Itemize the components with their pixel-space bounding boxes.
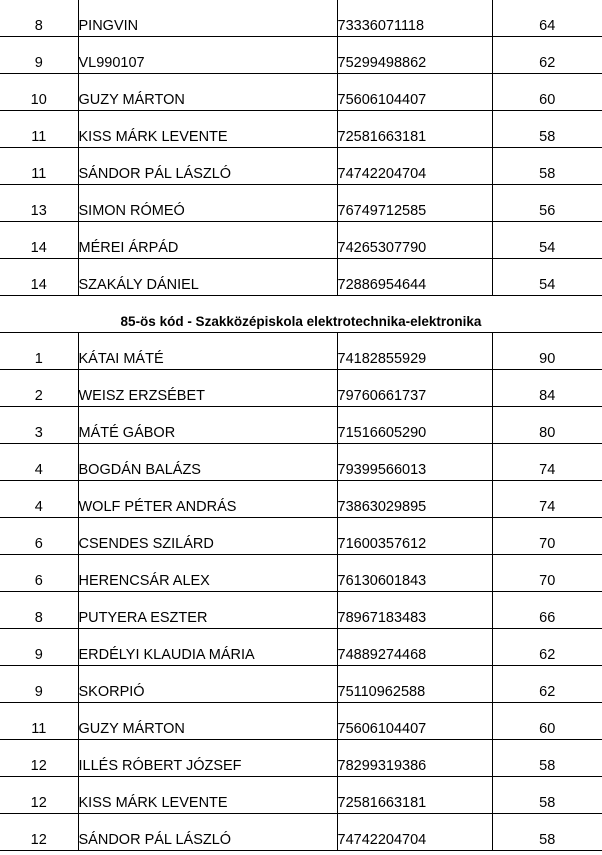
table-row bbox=[0, 333, 602, 370]
score-cell: 84 bbox=[492, 370, 602, 407]
rank-cell: 1 bbox=[0, 333, 78, 370]
code-cell: 74742204704 bbox=[337, 148, 492, 185]
rank-cell: 4 bbox=[0, 481, 78, 518]
table-row bbox=[0, 222, 602, 259]
score-cell: 62 bbox=[492, 666, 602, 703]
name-cell: ERDÉLYI KLAUDIA MÁRIA bbox=[78, 629, 337, 666]
name-cell: MÉREI ÁRPÁD bbox=[78, 222, 337, 259]
table-row bbox=[0, 37, 602, 74]
score-cell: 54 bbox=[492, 259, 602, 296]
name-cell: KISS MÁRK LEVENTE bbox=[78, 111, 337, 148]
name-cell: SKORPIÓ bbox=[78, 666, 337, 703]
score-cell: 64 bbox=[492, 0, 602, 37]
code-cell: 79399566013 bbox=[337, 444, 492, 481]
score-cell: 80 bbox=[492, 407, 602, 444]
score-cell: 70 bbox=[492, 518, 602, 555]
code-cell: 72886954644 bbox=[337, 259, 492, 296]
rank-cell: 13 bbox=[0, 185, 78, 222]
name-cell: MÁTÉ GÁBOR bbox=[78, 407, 337, 444]
score-cell: 54 bbox=[492, 222, 602, 259]
code-cell: 75606104407 bbox=[337, 703, 492, 740]
rank-cell: 11 bbox=[0, 111, 78, 148]
code-cell: 72581663181 bbox=[337, 777, 492, 814]
rank-cell: 8 bbox=[0, 0, 78, 37]
name-cell: KÁTAI MÁTÉ bbox=[78, 333, 337, 370]
rank-cell: 14 bbox=[0, 222, 78, 259]
section-title: 85-ös kód - Szakközépiskola elektrotechnika-elektronika bbox=[0, 296, 602, 333]
name-cell: WOLF PÉTER ANDRÁS bbox=[78, 481, 337, 518]
score-cell: 58 bbox=[492, 111, 602, 148]
table-row bbox=[0, 444, 602, 481]
code-cell: 79760661737 bbox=[337, 370, 492, 407]
name-cell: ILLÉS RÓBERT JÓZSEF bbox=[78, 740, 337, 777]
table-row bbox=[0, 481, 602, 518]
name-cell: GUZY MÁRTON bbox=[78, 703, 337, 740]
rank-cell: 11 bbox=[0, 703, 78, 740]
score-cell: 70 bbox=[492, 555, 602, 592]
code-cell: 74742204704 bbox=[337, 814, 492, 851]
score-cell: 62 bbox=[492, 629, 602, 666]
rank-cell: 11 bbox=[0, 148, 78, 185]
score-cell: 58 bbox=[492, 777, 602, 814]
table-row bbox=[0, 814, 602, 851]
score-cell: 62 bbox=[492, 37, 602, 74]
name-cell: CSENDES SZILÁRD bbox=[78, 518, 337, 555]
code-cell: 73336071118 bbox=[337, 0, 492, 37]
table-row bbox=[0, 592, 602, 629]
rank-cell: 9 bbox=[0, 629, 78, 666]
rank-cell: 12 bbox=[0, 814, 78, 851]
name-cell: SÁNDOR PÁL LÁSZLÓ bbox=[78, 814, 337, 851]
code-cell: 76130601843 bbox=[337, 555, 492, 592]
table-row bbox=[0, 148, 602, 185]
score-cell: 60 bbox=[492, 703, 602, 740]
table-row bbox=[0, 555, 602, 592]
rank-cell: 9 bbox=[0, 666, 78, 703]
name-cell: KISS MÁRK LEVENTE bbox=[78, 777, 337, 814]
rank-cell: 14 bbox=[0, 259, 78, 296]
score-cell: 56 bbox=[492, 185, 602, 222]
code-cell: 76749712585 bbox=[337, 185, 492, 222]
name-cell: SÁNDOR PÁL LÁSZLÓ bbox=[78, 148, 337, 185]
name-cell: PUTYERA ESZTER bbox=[78, 592, 337, 629]
table-row bbox=[0, 185, 602, 222]
name-cell: HERENCSÁR ALEX bbox=[78, 555, 337, 592]
rank-cell: 2 bbox=[0, 370, 78, 407]
score-cell: 58 bbox=[492, 740, 602, 777]
table-row bbox=[0, 740, 602, 777]
table-row bbox=[0, 111, 602, 148]
rank-cell: 12 bbox=[0, 777, 78, 814]
code-cell: 74889274468 bbox=[337, 629, 492, 666]
name-cell: SZAKÁLY DÁNIEL bbox=[78, 259, 337, 296]
rank-cell: 12 bbox=[0, 740, 78, 777]
table-row bbox=[0, 666, 602, 703]
code-cell: 73863029895 bbox=[337, 481, 492, 518]
rank-cell: 10 bbox=[0, 74, 78, 111]
rank-cell: 3 bbox=[0, 407, 78, 444]
score-cell: 74 bbox=[492, 481, 602, 518]
rank-cell: 9 bbox=[0, 37, 78, 74]
table-row bbox=[0, 0, 602, 37]
score-cell: 90 bbox=[492, 333, 602, 370]
rank-cell: 6 bbox=[0, 555, 78, 592]
table-row bbox=[0, 74, 602, 111]
score-cell: 66 bbox=[492, 592, 602, 629]
table-row bbox=[0, 777, 602, 814]
table-row bbox=[0, 629, 602, 666]
score-cell: 74 bbox=[492, 444, 602, 481]
code-cell: 72581663181 bbox=[337, 111, 492, 148]
rank-cell: 8 bbox=[0, 592, 78, 629]
name-cell: VL990107 bbox=[78, 37, 337, 74]
table-row bbox=[0, 407, 602, 444]
table-row bbox=[0, 370, 602, 407]
rank-cell: 4 bbox=[0, 444, 78, 481]
score-cell: 60 bbox=[492, 74, 602, 111]
name-cell: GUZY MÁRTON bbox=[78, 74, 337, 111]
code-cell: 75606104407 bbox=[337, 74, 492, 111]
name-cell: BOGDÁN BALÁZS bbox=[78, 444, 337, 481]
name-cell: SIMON RÓMEÓ bbox=[78, 185, 337, 222]
table-row bbox=[0, 259, 602, 296]
code-cell: 74182855929 bbox=[337, 333, 492, 370]
code-cell: 78967183483 bbox=[337, 592, 492, 629]
section-header-row bbox=[0, 296, 602, 333]
rank-cell: 6 bbox=[0, 518, 78, 555]
code-cell: 78299319386 bbox=[337, 740, 492, 777]
code-cell: 71600357612 bbox=[337, 518, 492, 555]
name-cell: PINGVIN bbox=[78, 0, 337, 37]
code-cell: 74265307790 bbox=[337, 222, 492, 259]
table-row bbox=[0, 518, 602, 555]
code-cell: 71516605290 bbox=[337, 407, 492, 444]
score-cell: 58 bbox=[492, 814, 602, 851]
code-cell: 75110962588 bbox=[337, 666, 492, 703]
code-cell: 75299498862 bbox=[337, 37, 492, 74]
name-cell: WEISZ ERZSÉBET bbox=[78, 370, 337, 407]
table-row bbox=[0, 703, 602, 740]
score-cell: 58 bbox=[492, 148, 602, 185]
